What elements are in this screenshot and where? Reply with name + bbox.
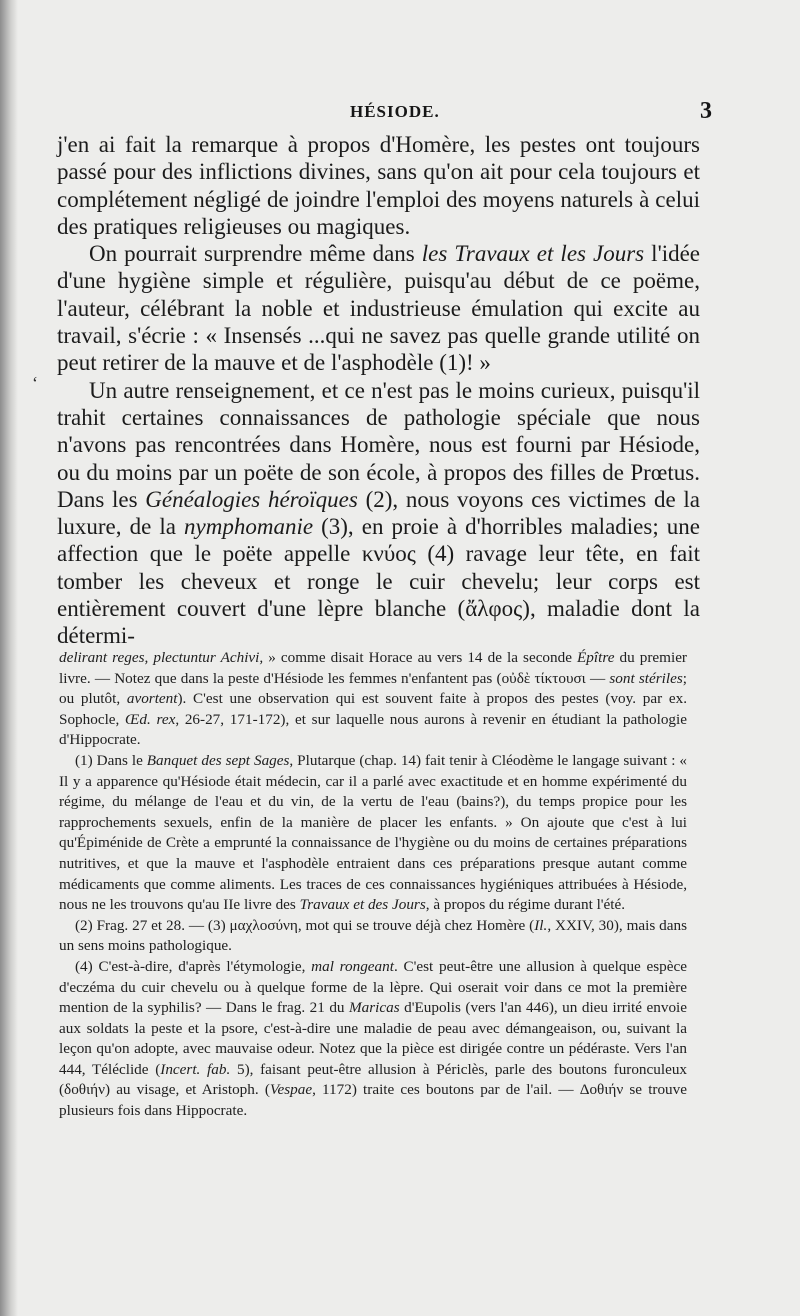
fn1-travaux: Travaux et des Jours — [299, 896, 426, 914]
fn1-c: , à propos du régime durant l'été. — [425, 896, 626, 914]
fn4-incert: Incert. fab. — [160, 1060, 231, 1078]
fn2-il: Il. — [534, 916, 548, 934]
footnotes — [59, 648, 687, 1122]
page-header — [60, 98, 712, 128]
fn1-banquet: Banquet des sept Sages — [146, 751, 290, 769]
fn1-b: , Plutarque (chap. 14) fait tenir à Cléodème le langage suivant : « Il y a apparence qu'Hésiode était médecin, car il a parlé avec exactitude et en homme expérimenté du régime, du mélange de l'eau et du vin, de la vertu de l'eau (bains?), du temps propice pour les rapprochements sexuels, enfin de la manière de placer les enfants. » On ajoute que c'est à lui qu'Épiménide de Crète a emprunté la connaissance de l'hygiène ou du moins de certaines préparations nutritives, et que la mauve et l'asphodèle entraient dans ces préparations presque autant comme médicaments que comme aliments. Les traces de ces connaissances hygiéniques attribuées à Hésiode, nous ne les trouvons qu'au IIe livre des — [59, 751, 687, 914]
paragraph-2-text-a: On pourrait surprendre même dans — [89, 241, 422, 267]
fn2-a: (2) Frag. 27 et 28. — (3) μαχλοσύνη, mot qui se trouve déjà chez Homère ( — [75, 916, 535, 934]
fn4-e: , 1172) traite ces boutons par de l'ail. — Δοθιήν se trouve plusieurs fois dans Hippocrate. — [59, 1081, 687, 1120]
fn4-d: 5), faisant peut-être allusion à Périclès, parle des boutons furonculeux (δοθιήν) au visage, et Aristoph. ( — [59, 1060, 688, 1099]
paragraph-2 — [57, 240, 700, 376]
footnote-continuation — [59, 648, 687, 751]
term-nymphomanie: nymphomanie — [184, 514, 314, 540]
margin-mark: ‘ — [32, 373, 38, 393]
paragraph-2-text-b: l'idée d'une hygiène simple et régulière, puisqu'au début de ce poëme, l'auteur, célébrant la noble et industrieuse émulation qui excite au travail, s'écrie : « Insensés ...qui ne savez pas quelle grande utilité on peut retirer de la mauve et de l'asphodèle (1)! » — [57, 241, 701, 376]
running-head: HÉSIODE. — [350, 102, 440, 121]
fn-cont-b: du premier livre. — Notez que dans la peste d'Hésiode les femmes n'enfantent pas (οὐδὲ τίκτουσι — — [59, 649, 687, 687]
footnote-1 — [59, 751, 687, 916]
fn-cont-d: ). C'est une observation qui est souvent faite à propos des pestes (voy. par ex. Sophocle, — [59, 690, 687, 728]
work-title: les Travaux et les Jours — [421, 241, 645, 267]
fn4-b: . C'est peut-être une allusion à quelque espèce d'eczéma du cuir chevelu ou à quelque forme de la lèpre. Qui oserait voir dans ce mot la première mention de la syphilis? — Dans le frag. 21 du — [59, 957, 687, 1017]
paragraph-1-text: j'en ai fait la remarque à propos d'Homère, les pestes ont toujours passé pour des inflictions divines, sans qu'on ait pour cela toujours et complétement négligé de joindre l'emploi des moyens naturels à celui des pratiques religieuses ou magiques. — [57, 132, 700, 239]
paragraph-3-text-b: (2), nous voyons ces victimes de la luxure, de la — [57, 486, 701, 540]
page-gutter-shadow — [0, 0, 18, 1316]
fn-cont-a: » comme disait Horace au vers 14 de la seconde — [263, 649, 578, 666]
paragraph-3-text-c: (3), en proie à d'horribles maladies; une affection que le poëte appelle κνύος (4) ravage leur tête, en fait tomber les cheveux et ronge le cuir chevelu; leur corps est entièrement couvert d'une lèpre blanche (ἄλφος), maladie dont la détermi- — [57, 514, 700, 649]
fn4-vespae: Vespae — [269, 1081, 313, 1099]
fn-cont-e: , 26-27, 171-172), et sur laquelle nous aurons à revenir en étudiant la pathologie d'Hippocrate. — [59, 710, 687, 749]
work-title-genealogies: Généalogies héroïques — [145, 486, 358, 512]
fn-cont-epitre: Épître — [577, 649, 615, 666]
fn-cont-steriles: sont stériles — [609, 669, 683, 687]
paragraph-1 — [57, 131, 700, 240]
fn4-c: d'Eupolis (vers l'an 446), un dieu irrité envoie aux soldats la peste et la psore, c'est-à-dire une maladie de peau avec démangeaison, ou, suivant la leçon qu'on adopte, avec mauvaise odeur. Notez que la pièce est dirigée contre un pédéraste. Vers l'an 444, Téléclide ( — [59, 999, 687, 1078]
footnote-2-3 — [59, 916, 687, 957]
fn4-a: (4) C'est-à-dire, d'après l'étymologie, — [75, 957, 312, 975]
fn4-maricas: Maricas — [349, 999, 400, 1017]
fn1-a: (1) Dans le — [75, 751, 147, 769]
fn-cont-avortent: avortent — [126, 690, 178, 708]
main-text — [57, 131, 700, 650]
page-number: 3 — [700, 98, 712, 124]
horace-quote: delirant reges, plectuntur Achivi, — [59, 649, 264, 666]
fn-cont-c: ; ou plutôt, — [59, 669, 687, 708]
paragraph-3-text-a: Un autre renseignement, et ce n'est pas le moins curieux, puisqu'il trahit certaines connaissances de pathologie spéciale que nous n'avons pas rencontrées dans Homère, nous est fourni par Hésiode, ou du moins par un poëte de son école, à propos des filles de Prœtus. Dans les — [57, 377, 700, 512]
fn4-mal: mal rongeant — [311, 957, 394, 975]
fn2-b: , XXIV, 30), mais dans un sens moins pathologique. — [59, 916, 687, 955]
footnote-4 — [59, 957, 687, 1122]
paragraph-3 — [57, 377, 700, 650]
fn-cont-oed: Œd. rex — [125, 710, 176, 728]
